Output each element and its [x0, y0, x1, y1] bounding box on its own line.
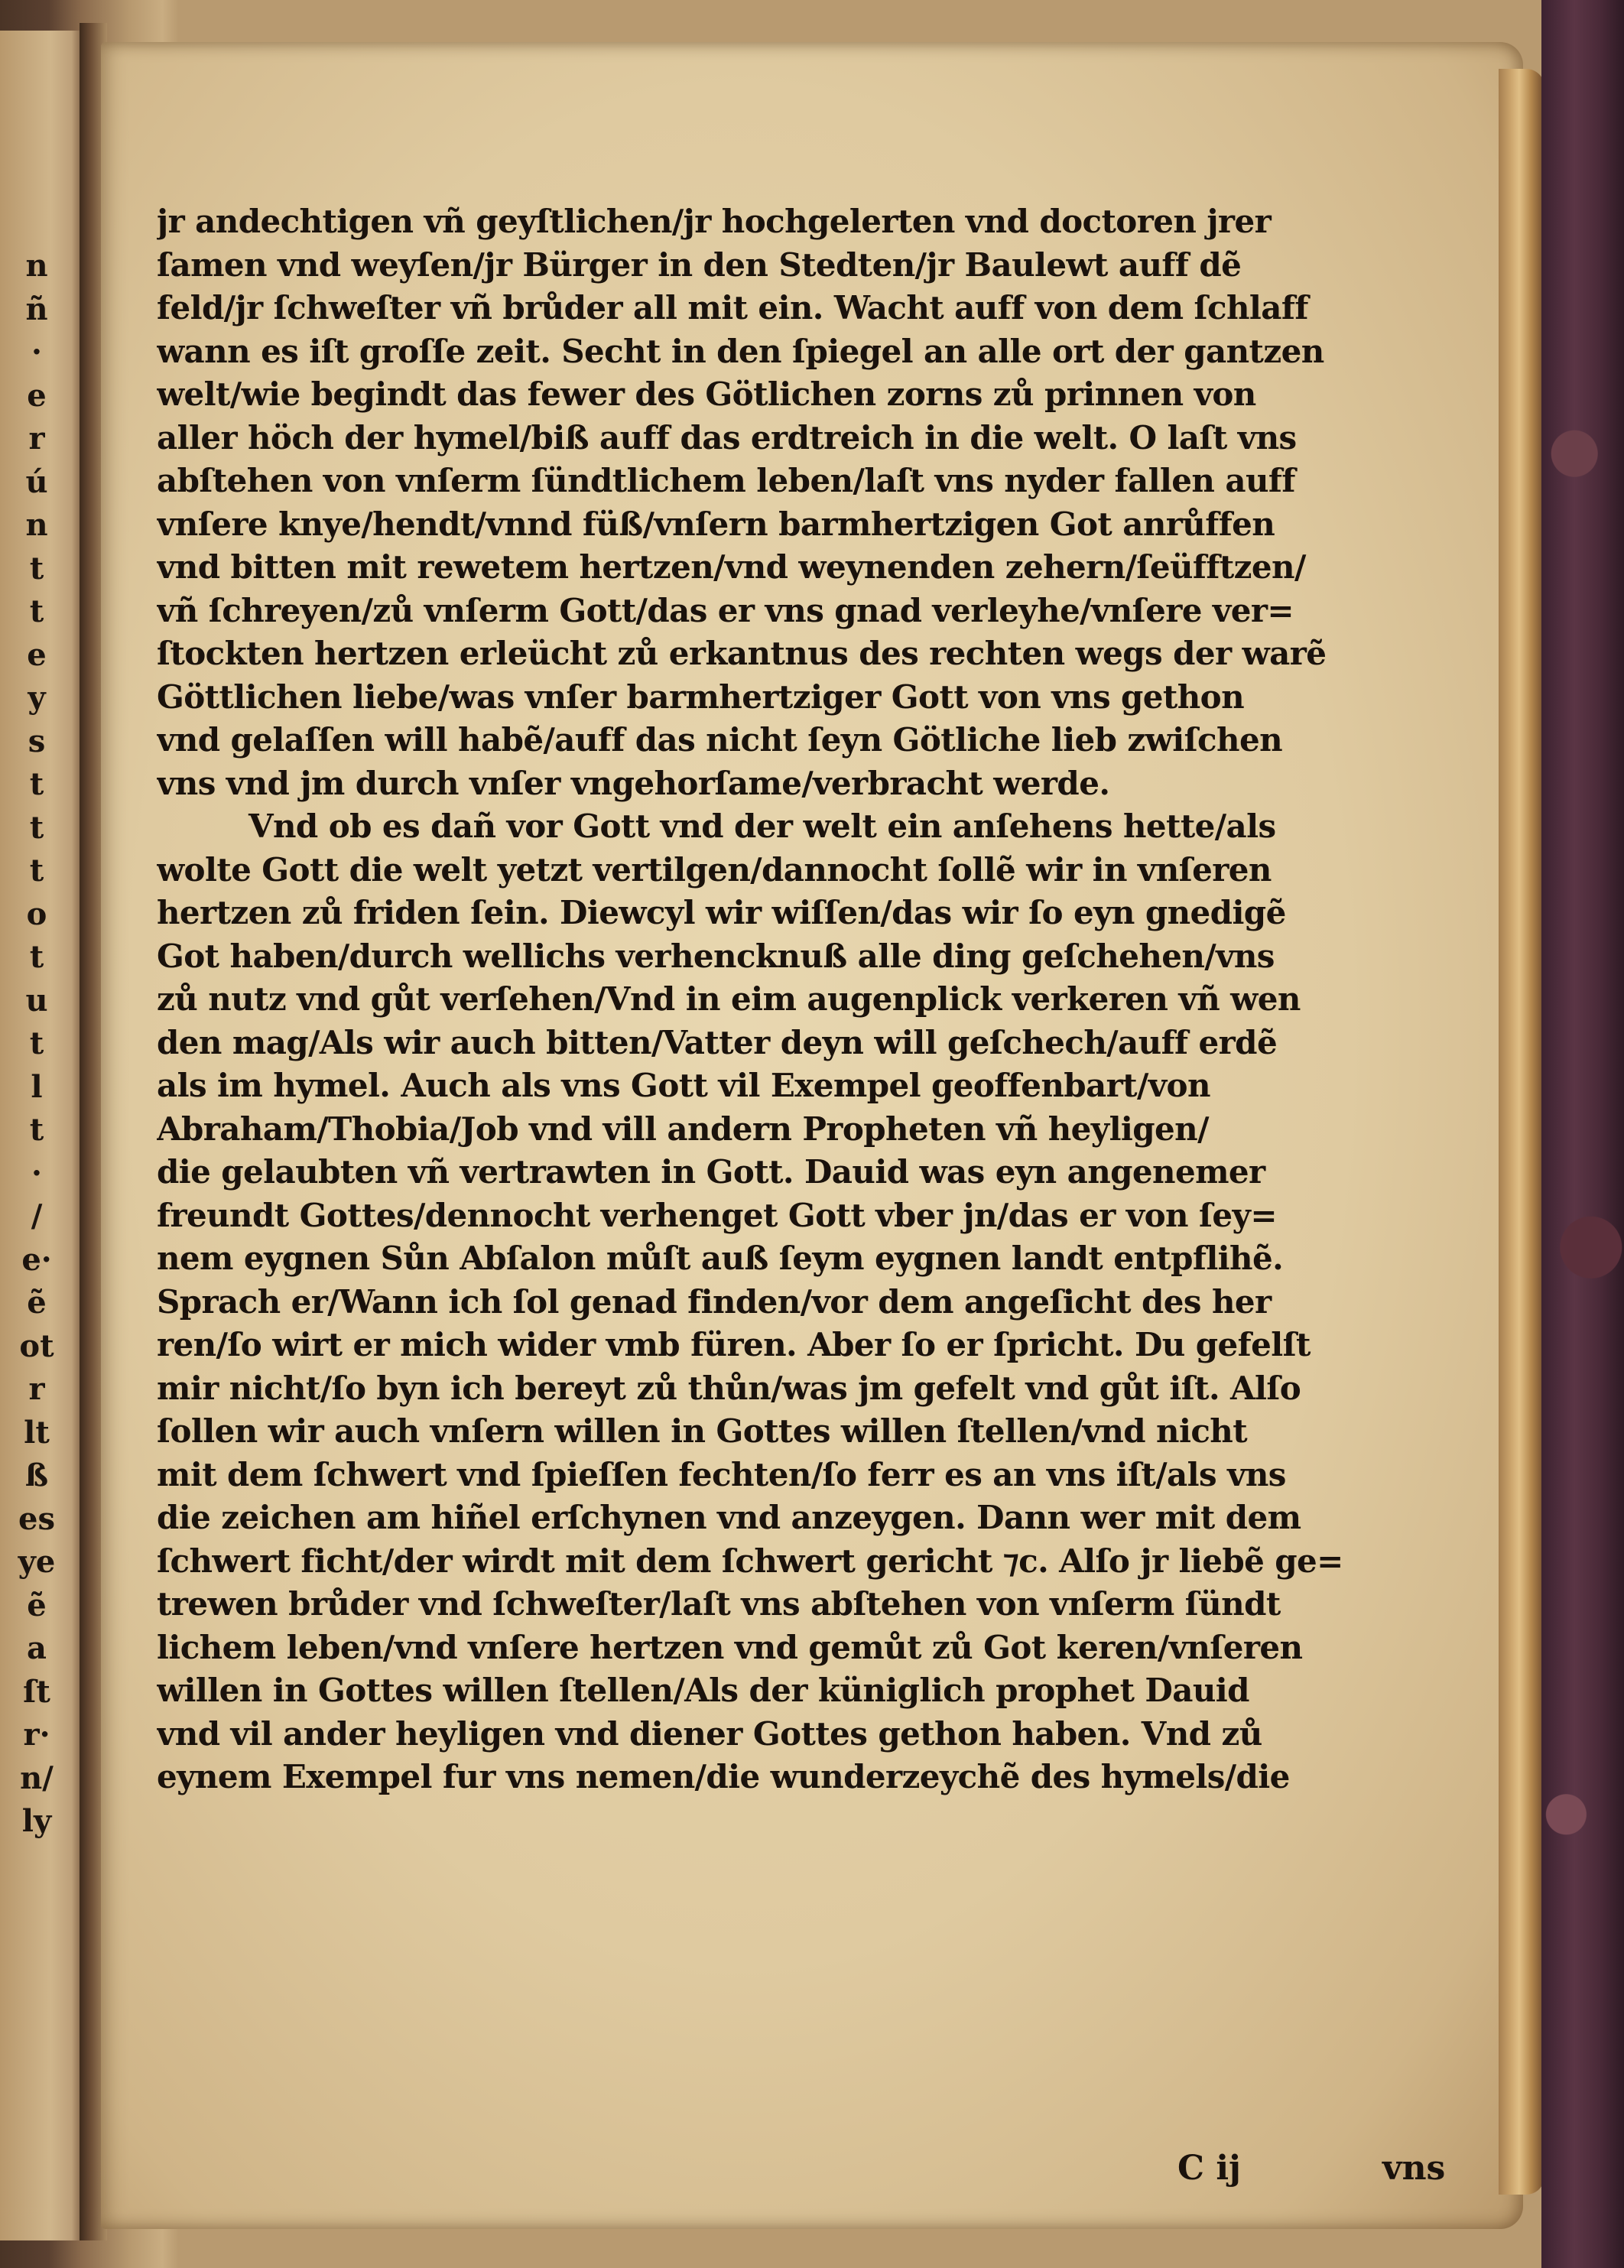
text-line: lichem leben/vnd vnſere hertzen vnd gemůt zů Got keren/vnſeren: [157, 1628, 1303, 1666]
left-page-fragment: t: [29, 593, 44, 629]
text-line: freundt Gottes/dennocht verhenget Gott vber jn/das er von ſey=: [157, 1196, 1277, 1234]
left-page-fragment: n: [25, 248, 48, 284]
text-line: ſollen wir auch vnſern willen in Gottes willen ſtellen/vnd nicht: [157, 1412, 1248, 1450]
text-line: hertzen zů friden ſein. Diewcyl wir wiſſen/das wir ſo eyn gnedigẽ: [157, 894, 1286, 931]
left-page-fragment: ñ: [25, 291, 48, 327]
text-line: den mag/Als wir auch bitten/Vatter deyn will geſchech/auff erdẽ: [157, 1023, 1278, 1061]
left-page-fragment: ye: [18, 1544, 56, 1580]
catchword: vns: [1382, 2149, 1446, 2188]
text-line: feld/jr ſchweſter vñ brůder all mit ein. Wacht auff von dem ſchlaff: [157, 289, 1308, 327]
text-line: eynem Exempel fur vns nemen/die wunderzeychẽ des hymels/die: [157, 1758, 1290, 1795]
left-page-fragment: t: [29, 809, 44, 846]
left-page-fragment: ſt: [23, 1673, 50, 1710]
left-page-fragment: t: [29, 939, 44, 975]
left-page-fragment: ẽ: [27, 1587, 47, 1623]
left-page-edge: [0, 31, 86, 2240]
left-page-fragment: s: [28, 723, 46, 759]
text-line: vnd vil ander heyligen vnd diener Gottes gethon haben. Vnd zů: [157, 1714, 1262, 1753]
text-line: vnſere knye/hendt/vnnd füß/vnſern barmhertzigen Got anrůffen: [157, 505, 1275, 543]
text-line: Göttlichen liebe/was vnſer barmhertziger Gott von vns gethon: [157, 677, 1245, 716]
left-page-fragment-column: [6, 245, 67, 1844]
left-page-fragment: u: [25, 982, 48, 1019]
text-line: mir nicht/ſo byn ich bereyt zů thůn/was jm gefelt vnd gůt iſt. Alſo: [157, 1369, 1301, 1407]
body-text: [157, 200, 1487, 1799]
left-page-fragment: e·: [21, 1241, 52, 1278]
text-line: vñ ſchreyen/zů vnſerm Gott/das er vns gnad verleyhe/vnſere ver=: [157, 591, 1294, 629]
left-page-fragment: es: [18, 1500, 55, 1537]
left-page-fragment: ·: [31, 1155, 42, 1191]
left-page-fragment: r: [28, 1371, 45, 1407]
text-line: Sprach er/Wann ich ſol genad finden/vor dem angeſicht des her: [157, 1282, 1272, 1321]
text-line: ſchwert ficht/der wirdt mit dem ſchwert gericht ⁊c. Alſo jr liebẽ ge=: [157, 1542, 1343, 1580]
left-page-fragment: o: [26, 895, 47, 932]
left-page-fragment: t: [29, 1025, 44, 1061]
text-line: aller höch der hymel/biß auff das erdtreich in die welt. O laſt vns: [157, 418, 1297, 457]
left-page-fragment: t: [29, 550, 44, 586]
marbled-cover-board: [1541, 0, 1624, 2268]
left-page-fragment: ẽ: [27, 1285, 47, 1321]
text-line: die gelaubten vñ vertrawten in Gott. Dauid was eyn angenemer: [157, 1153, 1265, 1191]
text-line: Got haben/durch wellichs verhencknuß alle ding geſchehen/vns: [157, 937, 1275, 975]
left-page-fragment: n/: [20, 1759, 54, 1796]
text-line: die zeichen am hiñel erſchynen vnd anzeygen. Dann wer mit dem: [157, 1499, 1301, 1536]
text-line: vnd bitten mit rewetem hertzen/vnd weynenden zehern/ſeüfftzen/: [157, 548, 1306, 586]
left-page-fragment: ·: [31, 334, 42, 370]
left-page-fragment: a: [27, 1630, 47, 1666]
text-line: vnd gelaſſen will habẽ/auff das nicht ſeyn Götliche lieb zwiſchen: [157, 721, 1283, 759]
text-line: abſtehen von vnſerm ſündtlichem leben/laſt vns nyder fallen auff: [157, 462, 1295, 499]
left-page-fragment: ly: [21, 1803, 52, 1839]
text-line: nem eygnen Sůn Abſalon můſt auß ſeym eygnen landt entpflihẽ.: [157, 1240, 1284, 1277]
text-line: vns vnd jm durch vnſer vngehorſame/verbracht werde.: [157, 764, 1110, 802]
left-page-fragment: r·: [23, 1717, 50, 1753]
left-page-fragment: e: [27, 377, 47, 414]
signature-mark: C ij: [1177, 2149, 1241, 2188]
text-line: Abraham/Thobia/Job vnd vill andern Propheten vñ heyligen/: [157, 1110, 1209, 1148]
text-line: ren/ſo wirt er mich wider vmb füren. Aber ſo er ſpricht. Du gefelſt: [157, 1326, 1311, 1363]
left-page-fragment: lt: [24, 1414, 50, 1451]
left-page-fragment: e: [27, 636, 47, 673]
text-line: ſamen vnd weyſen/jr Bürger in den Stedten/jr Baulewt auff dẽ: [157, 245, 1242, 284]
left-page-fragment: t: [29, 1112, 44, 1148]
text-line: welt/wie begindt das fewer des Götlichen zorns zů prinnen von: [157, 375, 1256, 413]
text-line: jr andechtigen vñ geyſtlichen/jr hochgelerten vnd doctoren jrer: [157, 203, 1272, 240]
text-line: Vnd ob es dañ vor Gott vnd der welt ein anſehens hette/als: [248, 807, 1276, 845]
left-page-fragment: y: [28, 680, 46, 716]
left-page-fragment: n: [25, 507, 48, 543]
text-line: ſtockten hertzen erleücht zů erkantnus des rechten wegs der warẽ: [157, 635, 1327, 672]
text-line: zů nutz vnd gůt verſehen/Vnd in eim augenplick verkeren vñ wen: [157, 980, 1301, 1018]
left-page-fragment: r: [28, 421, 45, 457]
text-line: als im hymel. Auch als vns Gott vil Exempel geoffenbart/von: [157, 1067, 1210, 1104]
left-page-fragment: l: [31, 1068, 43, 1105]
left-page-fragment: ß: [24, 1457, 49, 1493]
text-line: mit dem ſchwert vnd ſpieſſen fechten/ſo ferr es an vns iſt/als vns: [157, 1455, 1286, 1493]
text-line: willen in Gottes willen ſtellen/Als der küniglich prophet Dauid: [157, 1672, 1249, 1709]
page-edges: [1499, 69, 1544, 2195]
left-page-fragment: ú: [25, 463, 48, 500]
text-line: trewen brůder vnd ſchweſter/laſt vns abſtehen von vnſerm ſündt: [157, 1585, 1281, 1623]
text-line: wolte Gott die welt yetzt vertilgen/dannocht ſollẽ wir in vnſeren: [157, 850, 1272, 889]
left-page-fragment: t: [29, 766, 44, 802]
left-page-fragment: /: [31, 1198, 43, 1234]
text-line: wann es iſt groſſe zeit. Secht in den ſpiegel an alle ort der gantzen: [157, 332, 1324, 370]
left-page-fragment: t: [29, 853, 44, 889]
left-page-fragment: ot: [19, 1327, 54, 1364]
